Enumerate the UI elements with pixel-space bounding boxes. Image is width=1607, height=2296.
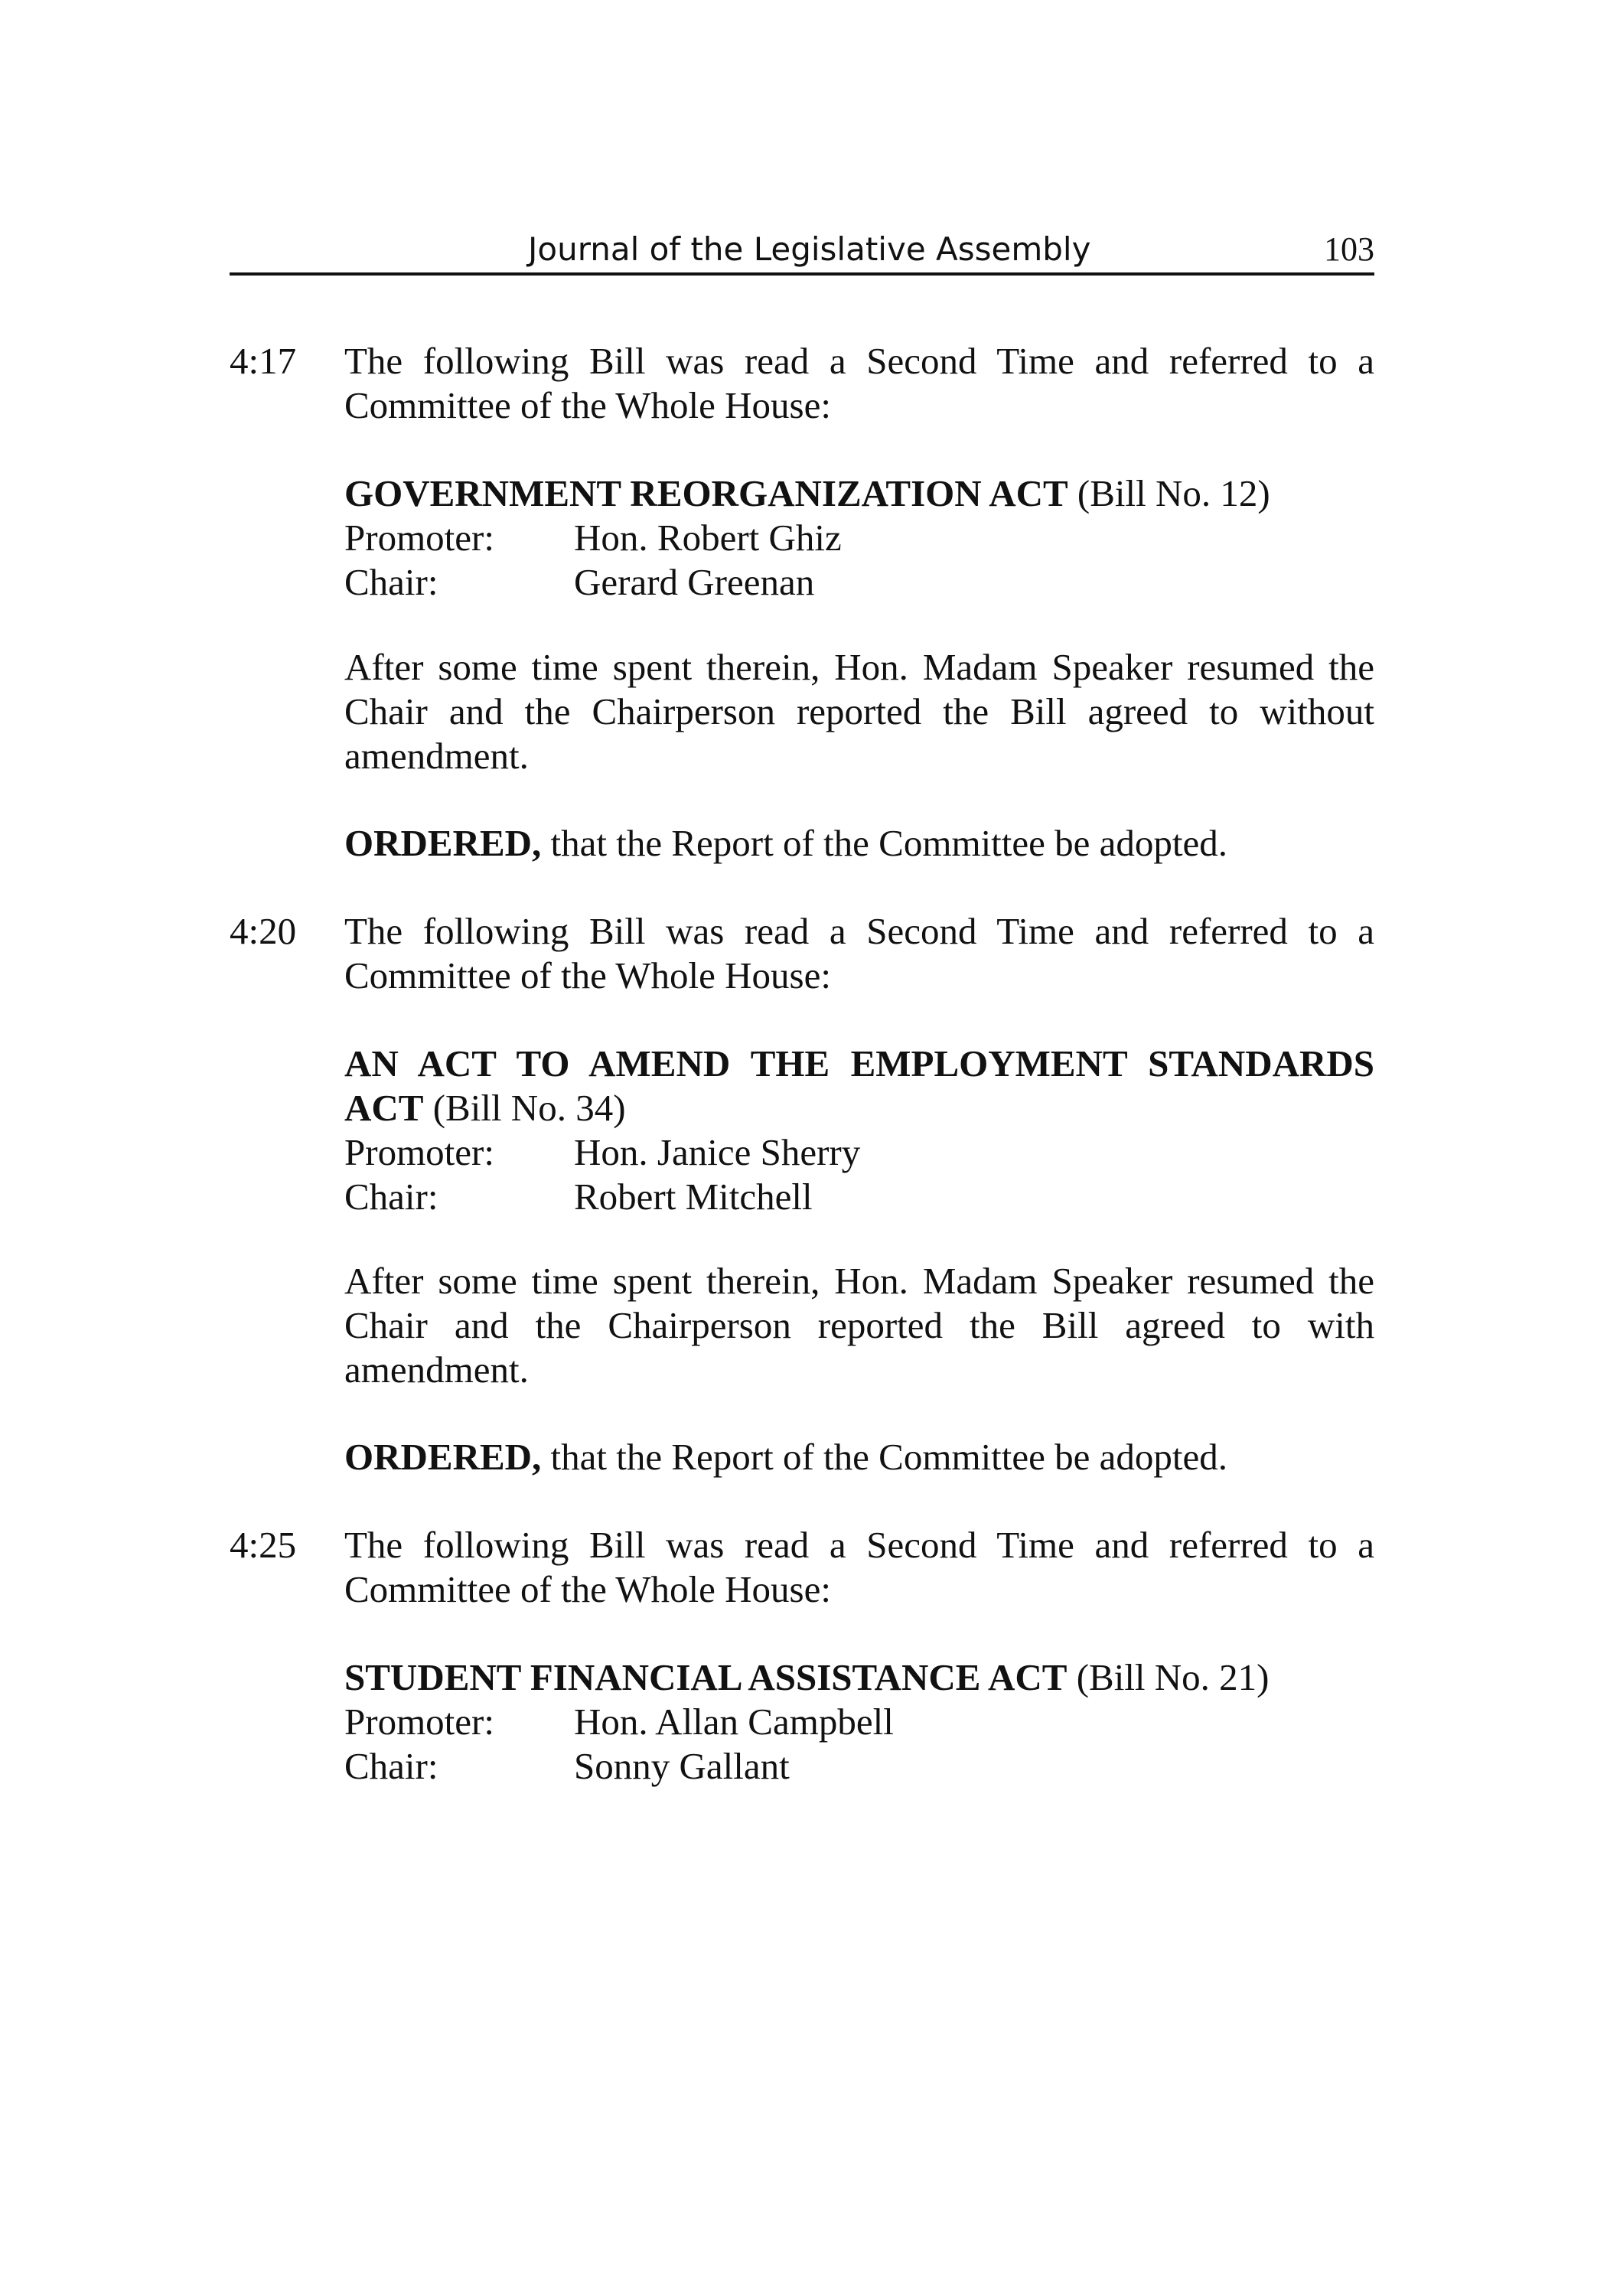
chair-name: Sonny Gallant xyxy=(574,1745,790,1787)
bill-title xyxy=(344,1655,1374,1700)
promoter-name: Hon. Robert Ghiz xyxy=(574,517,842,559)
report-block xyxy=(344,1259,1374,1392)
bill-number: (Bill No. 12) xyxy=(1077,472,1270,514)
entry-content xyxy=(344,909,1374,998)
promoter-row xyxy=(344,516,1374,560)
bill-number: (Bill No. 21) xyxy=(1076,1656,1270,1698)
report-text: After some time spent therein, Hon. Madam Speaker resumed the Chair and the Chairperson reported the Bill agreed to with amendment. xyxy=(344,1260,1374,1391)
entry-intro: The following Bill was read a Second Time and referred to a Committee of the Whole House: xyxy=(344,340,1374,426)
entry-content xyxy=(344,339,1374,428)
chair-row xyxy=(344,560,1374,605)
promoter-label: Promoter: xyxy=(344,517,494,559)
chair-name: Gerard Greenan xyxy=(574,561,815,603)
bill-name: GOVERNMENT REORGANIZATION ACT xyxy=(344,472,1068,514)
ordered-block xyxy=(344,821,1374,866)
report-text: After some time spent therein, Hon. Madam Speaker resumed the Chair and the Chairperson reported the Bill agreed to without amendment. xyxy=(344,646,1374,777)
entry-intro: The following Bill was read a Second Time and referred to a Committee of the Whole House: xyxy=(344,910,1374,996)
promoter-name: Hon. Janice Sherry xyxy=(574,1131,861,1173)
ordered-clause: that the Report of the Committee be adopted. xyxy=(550,1436,1228,1478)
promoter-label: Promoter: xyxy=(344,1131,494,1173)
entry-time: 4:25 xyxy=(230,1524,297,1566)
promoter-name: Hon. Allan Campbell xyxy=(574,1701,894,1743)
journal-title: Journal of the Legislative Assembly xyxy=(528,230,1091,268)
promoter-row xyxy=(344,1700,1374,1744)
ordered-word: ORDERED, xyxy=(344,1436,542,1478)
chair-label: Chair: xyxy=(344,561,438,603)
bill-number: (Bill No. 34) xyxy=(432,1087,626,1129)
bill-block xyxy=(344,1042,1374,1219)
chair-name: Robert Mitchell xyxy=(574,1176,813,1218)
bill-title xyxy=(344,1042,1374,1130)
chair-row xyxy=(344,1175,1374,1219)
promoter-row xyxy=(344,1130,1374,1175)
entry-intro: The following Bill was read a Second Time and referred to a Committee of the Whole House: xyxy=(344,1524,1374,1610)
entry-content xyxy=(344,1523,1374,1612)
ordered-clause: that the Report of the Committee be adopted. xyxy=(550,822,1228,864)
ordered-text xyxy=(344,821,1374,866)
entry-time: 4:20 xyxy=(230,910,297,952)
chair-label: Chair: xyxy=(344,1745,438,1787)
page-header xyxy=(230,227,1374,276)
bill-block xyxy=(344,471,1374,605)
page-number: 103 xyxy=(1324,230,1374,268)
bill-name: AN ACT TO AMEND THE EMPLOYMENT STANDARDS ACT xyxy=(344,1042,1374,1129)
report-block xyxy=(344,645,1374,778)
entry-time: 4:17 xyxy=(230,340,297,382)
promoter-label: Promoter: xyxy=(344,1701,494,1743)
ordered-block xyxy=(344,1435,1374,1479)
chair-row xyxy=(344,1744,1374,1789)
ordered-word: ORDERED, xyxy=(344,822,542,864)
bill-title xyxy=(344,471,1374,516)
bill-block xyxy=(344,1655,1374,1789)
bill-name: STUDENT FINANCIAL ASSISTANCE ACT xyxy=(344,1656,1068,1698)
chair-label: Chair: xyxy=(344,1176,438,1218)
ordered-text xyxy=(344,1435,1374,1479)
